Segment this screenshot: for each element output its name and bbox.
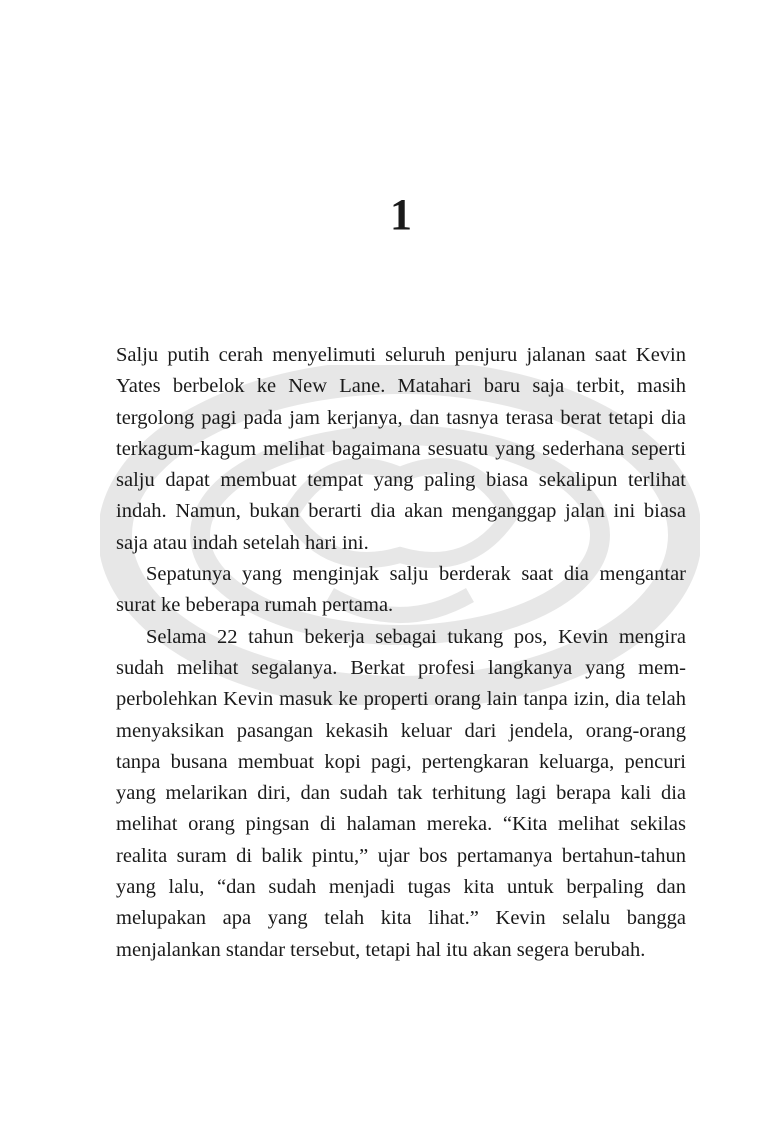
paragraph: Sepatunya yang menginjak salju berderak saat dia mengantar surat ke beberapa rumah pertama. (116, 563, 686, 617)
chapter-body (116, 340, 686, 966)
paragraph: Salju putih cerah menyelimuti seluruh penjuru jalanan saat Kevin Yates berbelok ke New Lane. Matahari baru saja terbit, masih tergolong pagi pada jam kerjanya, dan tasnya terasa berat tetapi dia terkagum-kagum melihat bagaimana sesuatu yang sederhana seperti salju dapat membuat tempat yang paling biasa sekalipun terlihat indah. Namun, bukan berarti dia akan menganggap jalan ini biasa saja atau indah setelah hari ini. (116, 344, 686, 554)
paragraph: Selama 22 tahun bekerja sebagai tukang pos, Kevin mengira sudah melihat segalanya. Berkat profesi langkanya yang memperbolehkan Kevin masuk ke properti orang lain tanpa izin, dia telah menyaksikan pasangan kekasih keluar dari jendela, orang-orang tanpa busana membuat kopi pagi, pertengkaran keluarga, pencuri yang melarikan diri, dan sudah tak terhitung lagi berapa kali dia melihat orang pingsan di halaman mereka. “Kita melihat sekilas realita suram di balik pintu,” ujar bos pertamanya bertahun-tahun yang lalu, “dan sudah menjadi tugas kita untuk berpaling dan melupakan apa yang telah kita lihat.” Kevin selalu bangga menjalankan standar tersebut, tetapi hal itu akan segera berubah. (116, 625, 686, 961)
chapter-number: 1 (390, 190, 412, 239)
